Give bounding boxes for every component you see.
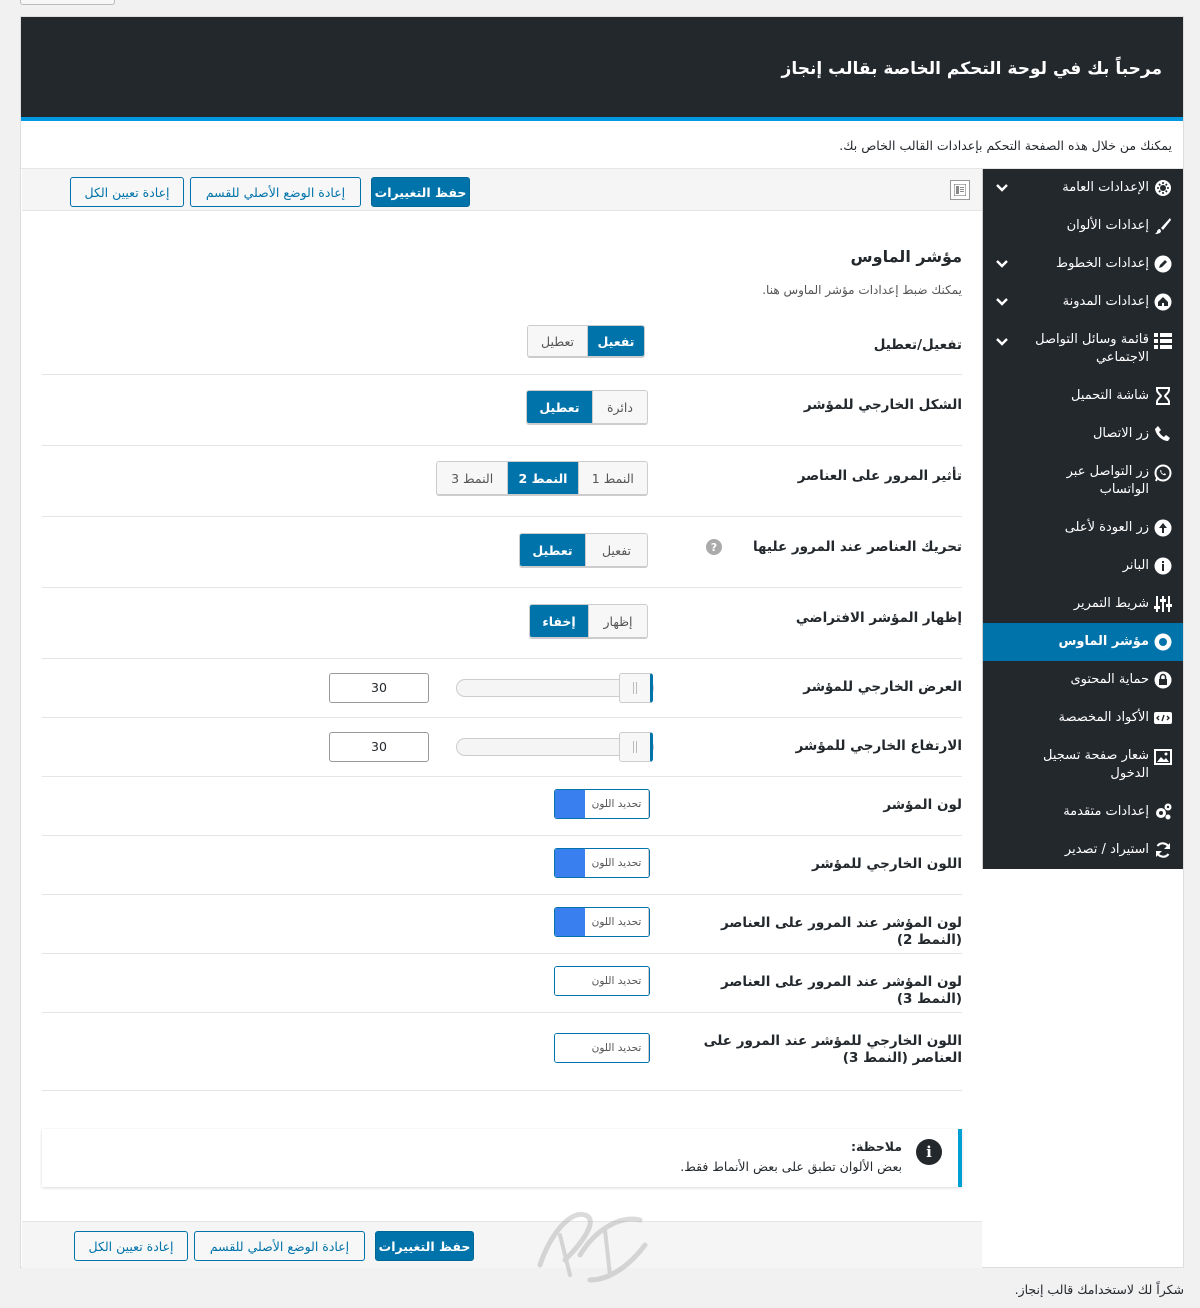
enable-option-off[interactable]: تعطيل bbox=[528, 326, 587, 356]
sidebar-item-scrollbar[interactable] bbox=[983, 585, 1183, 623]
cursor-color-picker[interactable] bbox=[554, 789, 650, 819]
hover-outer-color-3-picker[interactable] bbox=[554, 1033, 650, 1063]
sidebar-item-label: قائمة وسائل التواصل الاجتماعي bbox=[1035, 332, 1149, 365]
reset-all-button[interactable]: إعادة تعيين الكل bbox=[70, 177, 184, 207]
sidebar-item-import-export[interactable] bbox=[983, 831, 1183, 869]
reset-section-button[interactable]: إعادة الوضع الأصلي للقسم bbox=[194, 1231, 365, 1261]
watermark-logo bbox=[520, 1195, 680, 1290]
info-icon bbox=[1153, 556, 1173, 576]
hover-move-option-on[interactable]: تفعيل bbox=[585, 534, 647, 566]
field-row-hover-effect bbox=[42, 446, 962, 517]
sidebar-item-loading-screen[interactable] bbox=[983, 377, 1183, 415]
sidebar-item-label: إعدادات الألوان bbox=[1066, 218, 1149, 233]
settings-main bbox=[22, 169, 982, 1221]
options-panel bbox=[20, 16, 1184, 1268]
sidebar-item-content-protection[interactable] bbox=[983, 661, 1183, 699]
select-color-label: تحديد اللون bbox=[585, 790, 649, 818]
home-icon bbox=[1153, 292, 1173, 312]
note-text: بعض الألوان تطبق على بعض الأنماط فقط. bbox=[680, 1159, 902, 1174]
pencil-icon bbox=[1153, 254, 1173, 274]
chevron-down-icon bbox=[995, 257, 1009, 271]
lock-icon bbox=[1153, 670, 1173, 690]
sidebar-item-colors[interactable] bbox=[983, 207, 1183, 245]
chevron-down-icon bbox=[995, 335, 1009, 349]
field-row-enable bbox=[42, 309, 962, 375]
field-label: اللون الخارجي للمؤشر bbox=[811, 856, 962, 872]
sidebar-item-label: زر الاتصال bbox=[1092, 426, 1149, 441]
chevron-down-icon bbox=[995, 181, 1009, 195]
sidebar-item-social[interactable] bbox=[983, 321, 1183, 377]
outer-color-picker[interactable] bbox=[554, 848, 650, 878]
footer-text: شكراً لك لاستخدامك قالب إنجاز. bbox=[1014, 1282, 1184, 1297]
save-button[interactable]: حفظ التغييرات bbox=[375, 1231, 474, 1261]
field-label: لون المؤشر bbox=[883, 797, 962, 813]
sidebar-item-label: مؤشر الماوس bbox=[1058, 634, 1149, 649]
enable-option-on[interactable]: تفعيل bbox=[587, 326, 644, 356]
sidebar-item-call-button[interactable] bbox=[983, 415, 1183, 453]
panel-header bbox=[21, 17, 1183, 121]
default-cursor-option-show[interactable]: إظهار bbox=[588, 605, 647, 637]
field-label: الشكل الخارجي للمؤشر bbox=[803, 397, 962, 413]
enable-toggle bbox=[527, 325, 645, 357]
save-button[interactable]: حفظ التغييرات bbox=[371, 177, 470, 207]
field-row-default-cursor bbox=[42, 588, 962, 659]
expand-menu-icon[interactable] bbox=[950, 180, 970, 200]
hourglass-icon bbox=[1153, 386, 1173, 406]
sidebar-item-label: الإعدادات العامة bbox=[1062, 180, 1149, 195]
sidebar-item-banner[interactable] bbox=[983, 547, 1183, 585]
field-label: اللون الخارجي للمؤشر عند المرور على العناصر (النمط 3) bbox=[703, 1033, 962, 1066]
default-cursor-toggle bbox=[529, 604, 648, 638]
sidebar-item-custom-codes[interactable] bbox=[983, 699, 1183, 737]
hover-move-option-off[interactable]: تعطيل bbox=[520, 534, 585, 566]
sidebar-item-label: إعدادات الخطوط bbox=[1056, 256, 1149, 271]
sidebar-item-label: البانر bbox=[1122, 558, 1149, 573]
hover-color-3-picker[interactable] bbox=[554, 966, 650, 996]
phone-icon bbox=[1153, 424, 1173, 444]
color-swatch bbox=[555, 790, 585, 818]
sidebar-nav bbox=[982, 169, 1183, 869]
info-note bbox=[42, 1129, 962, 1187]
dot-circle-icon bbox=[1153, 632, 1173, 652]
field-row-outer-width bbox=[42, 659, 962, 718]
slider-handle[interactable] bbox=[619, 673, 653, 703]
gear-icon bbox=[1153, 178, 1173, 198]
code-icon bbox=[1153, 708, 1173, 728]
field-label: تفعيل/تعطيل bbox=[873, 337, 962, 353]
outer-width-input[interactable]: 30 bbox=[329, 673, 429, 703]
panel-subheader bbox=[21, 121, 1183, 169]
sidebar-item-label: إعدادات متقدمة bbox=[1063, 804, 1149, 819]
slider-handle[interactable] bbox=[619, 732, 653, 762]
sidebar-item-label: حماية المحتوى bbox=[1070, 672, 1149, 687]
outer-height-input[interactable]: 30 bbox=[329, 732, 429, 762]
sidebar-item-label: زر العودة لأعلى bbox=[1064, 520, 1149, 535]
field-row-hover-move bbox=[42, 517, 962, 588]
top-toolbar bbox=[22, 169, 982, 211]
outer-shape-option-off[interactable]: تعطيل bbox=[527, 391, 592, 423]
hover-effect-option-2[interactable]: النمط 2 bbox=[507, 462, 577, 494]
hover-color-2-picker[interactable] bbox=[554, 907, 650, 937]
page-subtitle: يمكنك من خلال هذه الصفحة التحكم بإعدادات القالب الخاص بك. bbox=[839, 138, 1172, 153]
sidebar-item-general[interactable] bbox=[983, 169, 1183, 207]
hover-effect-option-3[interactable]: النمط 3 bbox=[437, 462, 507, 494]
field-label: لون المؤشر عند المرور على العناصر (النمط 3) bbox=[720, 974, 962, 1007]
field-row-hover-color-3 bbox=[42, 954, 962, 1013]
sidebar-item-whatsapp[interactable] bbox=[983, 453, 1183, 509]
top-stub-button[interactable] bbox=[20, 0, 115, 5]
reset-all-button[interactable]: إعادة تعيين الكل bbox=[74, 1231, 188, 1261]
help-icon[interactable]: ? bbox=[706, 539, 722, 555]
sidebar-item-label: استيراد / تصدير bbox=[1064, 842, 1149, 857]
brush-icon bbox=[1153, 216, 1173, 236]
refresh-icon bbox=[1153, 840, 1173, 860]
sliders-icon bbox=[1153, 594, 1173, 614]
field-label: الارتفاع الخارجي للمؤشر bbox=[795, 738, 962, 754]
outer-shape-toggle bbox=[526, 390, 648, 424]
hover-effect-toggle bbox=[436, 461, 648, 495]
select-color-label: تحديد اللون bbox=[585, 967, 649, 995]
arrow-up-icon bbox=[1153, 518, 1173, 538]
sidebar-item-label: شاشة التحميل bbox=[1070, 388, 1149, 403]
sidebar-item-back-to-top[interactable] bbox=[983, 509, 1183, 547]
image-icon bbox=[1153, 747, 1173, 767]
page-title: مرحباً بك في لوحة التحكم الخاصة بقالب إنجاز bbox=[781, 59, 1162, 79]
field-row-hover-color-2 bbox=[42, 895, 962, 954]
sidebar-item-fonts[interactable] bbox=[983, 245, 1183, 283]
whatsapp-icon bbox=[1153, 463, 1173, 483]
sidebar-item-label: شعار صفحة تسجيل الدخول bbox=[1042, 748, 1149, 781]
section-title: مؤشر الماوس bbox=[850, 247, 962, 266]
outer-width-slider[interactable] bbox=[456, 679, 654, 697]
field-row-outer-color bbox=[42, 836, 962, 895]
hover-effect-option-1[interactable]: النمط 1 bbox=[578, 462, 647, 494]
hover-move-toggle bbox=[519, 533, 648, 567]
outer-shape-option-circle[interactable]: دائرة bbox=[592, 391, 647, 423]
field-label: تأثير المرور على العناصر bbox=[797, 468, 962, 484]
field-label: تحريك العناصر عند المرور عليها bbox=[752, 539, 962, 555]
outer-height-slider[interactable] bbox=[456, 738, 654, 756]
gears-icon bbox=[1153, 802, 1173, 822]
field-label: العرض الخارجي للمؤشر bbox=[803, 679, 962, 695]
sidebar-item-label: الأكواد المخصصة bbox=[1058, 710, 1149, 725]
field-row-hover-outer-color-3 bbox=[42, 1013, 962, 1091]
select-color-label: تحديد اللون bbox=[585, 1034, 649, 1062]
field-row-cursor-color bbox=[42, 777, 962, 836]
color-swatch bbox=[555, 908, 585, 936]
sidebar-item-label: زر التواصل عبر الواتساب bbox=[1066, 464, 1149, 497]
sidebar-item-advanced[interactable] bbox=[983, 793, 1183, 831]
sidebar-item-label: شريط التمرير bbox=[1073, 596, 1149, 611]
field-label: لون المؤشر عند المرور على العناصر (النمط 2) bbox=[720, 915, 962, 948]
sidebar-item-blog[interactable] bbox=[983, 283, 1183, 321]
sidebar-item-login-logo[interactable] bbox=[983, 737, 1183, 793]
sidebar-item-label: إعدادات المدونة bbox=[1062, 294, 1149, 309]
color-swatch bbox=[555, 849, 585, 877]
default-cursor-option-hide[interactable]: إخفاء bbox=[530, 605, 588, 637]
color-swatch bbox=[555, 967, 585, 995]
list-icon bbox=[1153, 331, 1173, 351]
field-row-outer-shape bbox=[42, 375, 962, 446]
reset-section-button[interactable]: إعادة الوضع الأصلي للقسم bbox=[190, 177, 361, 207]
section-description: يمكنك ضبط إعدادات مؤشر الماوس هنا. bbox=[762, 283, 962, 297]
field-row-outer-height bbox=[42, 718, 962, 777]
sidebar-item-mouse-cursor[interactable] bbox=[983, 623, 1183, 661]
color-swatch bbox=[555, 1034, 585, 1062]
field-label: إظهار المؤشر الافتراضي bbox=[795, 610, 962, 626]
select-color-label: تحديد اللون bbox=[585, 908, 649, 936]
info-icon: i bbox=[916, 1139, 942, 1165]
select-color-label: تحديد اللون bbox=[585, 849, 649, 877]
chevron-down-icon bbox=[995, 295, 1009, 309]
note-title: ملاحظة: bbox=[851, 1139, 902, 1154]
bottom-toolbar bbox=[22, 1221, 982, 1268]
